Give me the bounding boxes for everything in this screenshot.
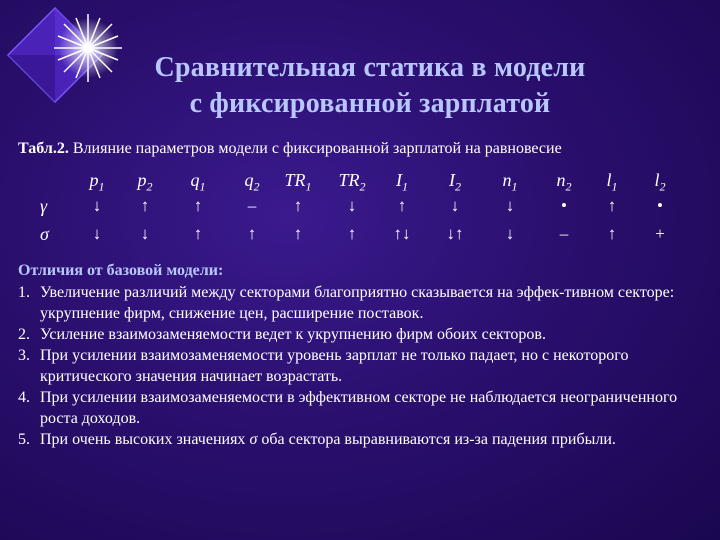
table-cell: ↓ bbox=[505, 224, 515, 243]
table-cell: ↑ bbox=[140, 196, 150, 215]
table-header-n1: $n_1$ bbox=[502, 170, 518, 194]
page-title-line2: с фиксированной зарплатой bbox=[189, 88, 551, 119]
table-cell: ↓↑ bbox=[446, 224, 464, 243]
table-cell: • bbox=[561, 196, 567, 215]
table-row-label: σ bbox=[40, 224, 49, 244]
table-cell: ↓ bbox=[347, 196, 357, 215]
table-cell: – bbox=[247, 196, 257, 215]
table-header-tr1: $TR_1$ bbox=[284, 170, 312, 194]
table-caption bbox=[18, 140, 562, 158]
table-cell: ↑ bbox=[607, 196, 617, 215]
differences-heading: Отличия от базовой модели: bbox=[18, 262, 224, 279]
table-cell: ↑ bbox=[607, 224, 617, 243]
table-cell: ↑↓ bbox=[393, 224, 411, 243]
list-item: 4. При усилении взаимозаменяемости в эффективном секторе не наблюдается неограниченного роста доходов. bbox=[18, 389, 678, 427]
table-cell: ↓ bbox=[92, 224, 102, 243]
list-item: 2. Усиление взаимозаменяемости ведет к укрупнению фирм обоих секторов. bbox=[18, 326, 546, 343]
table-cell: • bbox=[657, 196, 663, 215]
table-header-i2: $I_2$ bbox=[449, 170, 461, 194]
table-header-n2: $n_2$ bbox=[556, 170, 572, 194]
sigma-symbol: σ bbox=[249, 431, 258, 448]
table-header-q2: $q_2$ bbox=[244, 170, 260, 194]
table-cell: ↓ bbox=[505, 196, 515, 215]
table-cell: + bbox=[655, 224, 665, 243]
table-cell: ↑ bbox=[293, 196, 303, 215]
table-header-q1: $q_1$ bbox=[190, 170, 206, 194]
table-cell: – bbox=[559, 224, 569, 243]
table-cell: ↑ bbox=[293, 224, 303, 243]
table-header-l1: $l_1$ bbox=[606, 170, 618, 194]
list-item: 3. При усилении взаимозаменяемости уровень зарплат не только падает, но с некоторого критического значения начинает возрастать. bbox=[18, 347, 629, 385]
table-cell: ↑ bbox=[247, 224, 257, 243]
table-cell: ↓ bbox=[450, 196, 460, 215]
table-header-i1: $I_1$ bbox=[396, 170, 408, 194]
table-header-p1: $p_1$ bbox=[89, 170, 105, 194]
list-item: 1. Увеличение различий между секторами благоприятно сказывается на эффек-тивном секторе: укрупнение фирм, снижение цен, расширение поставок. bbox=[18, 284, 675, 322]
table-cell: ↓ bbox=[140, 224, 150, 243]
table-cell: ↑ bbox=[193, 196, 203, 215]
table-header-l2: $l_2$ bbox=[654, 170, 666, 194]
table-cell: ↓ bbox=[92, 196, 102, 215]
table-cell: ↑ bbox=[193, 224, 203, 243]
list-item: 5. При очень высоких значениях σ оба сектора выравниваются из-за падения прибыли. bbox=[18, 431, 616, 448]
page-title-line1: Сравнительная статика в модели bbox=[154, 52, 586, 83]
table-header-p2: $p_2$ bbox=[137, 170, 153, 194]
table-caption-label: Табл.2. bbox=[18, 140, 69, 157]
table-row-label: γ bbox=[40, 196, 48, 216]
table-header-tr2: $TR_2$ bbox=[338, 170, 366, 194]
differences-list bbox=[18, 282, 708, 450]
table-cell: ↑ bbox=[347, 224, 357, 243]
table-cell: ↑ bbox=[397, 196, 407, 215]
table-caption-text: Влияние параметров модели с фиксированной зарплатой на равновесие bbox=[68, 140, 562, 157]
